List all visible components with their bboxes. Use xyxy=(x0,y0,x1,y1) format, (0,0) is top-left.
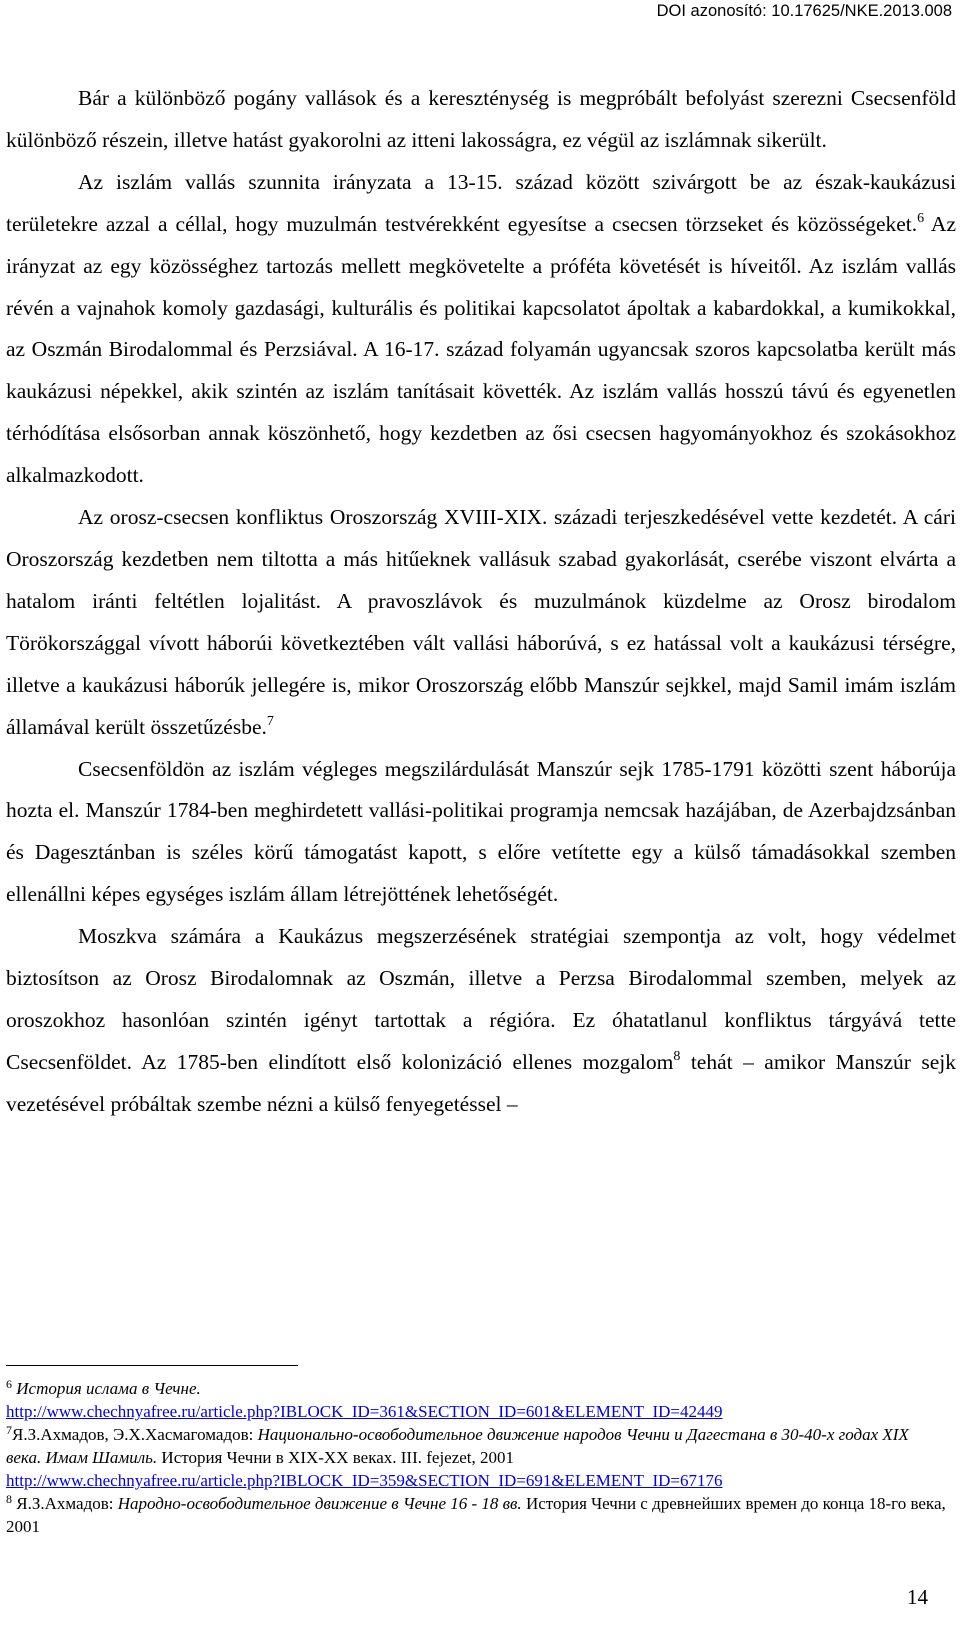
footnote-6: $^6$ История ислама в Чечне. http://www.chechnyafree.ru/article.php?IBLOCK_ID=361&SECTION_ID=601&ELEMENT_ID=42449 xyxy=(6,1377,723,1421)
footnote-6-link[interactable]: http://www.chechnyafree.ru/article.php?IBLOCK_ID=361&SECTION_ID=601&ELEMENT_ID=42449 xyxy=(6,1402,723,1421)
main-text xyxy=(6,78,956,1126)
footnote-ref-6[interactable]: 6 xyxy=(917,210,925,226)
paragraph-4: Csecsenföldön az iszlám végleges megszilárdulását Manszúr sejk 1785-1791 közötti szent háborúja hozta el. Manszúr 1784-ben meghirdetett vallási-politikai programja nemcsak hazájában, de Azerbajdzsánban és Dagesztánban is széles körű támogatást kapott, s előre vetítette egy a külső támadásokkal szemben ellenállni képes egységes iszlám állam létrejöttének lehetőségét. xyxy=(6,756,956,907)
footnote-ref-7[interactable]: 7 xyxy=(266,713,274,729)
footnote-8: $^8$ Я.З.Ахмадов: Народно-освободительное движение в Чечне 16 - 18 вв. История Чечни с древнейших времен до конца 18-го века, 2001 xyxy=(6,1492,946,1536)
footnote-separator xyxy=(6,1365,298,1366)
footnote-6-title: История ислама в Чечне. xyxy=(16,1379,201,1398)
paragraph-2: Az iszlám vallás szunnita irányzata a 13-15. század között szivárgott be az észak-kaukázusi területekre azzal a céllal, hogy muzulmán testvérekként egyesítse a csecsen törzseket és közösségeket.$^6$ Az irányzat az egy közösséghez tartozás mellett megkövetelte a próféta követését is híveitől. Az iszlám vallás révén a vajnahok komoly gazdasági, kulturális és politikai kapcsolatot ápoltak a kabardokkal, a kumikokkal, az Oszmán Birodalommal és Perzsiával. A 16-17. század folyamán ugyancsak szoros kapcsolatba került más kaukázusi népekkel, akik szintén az iszlám tanításait követték. Az iszlám vallás hosszú távú és egyenetlen térhódítása elsősorban annak köszönhető, hogy kezdetben az ősi csecsen hagyományokhoz és szokásokhoz alkalmazkodott. xyxy=(6,169,956,488)
paragraph-3: Az orosz-csecsen konfliktus Oroszország XVIII-XIX. századi terjeszkedésével vette kezdetét. A cári Oroszország kezdetben nem tiltotta a más hitűeknek vallásuk szabad gyakorlását, cserébe viszont elvárta a hatalom iránti feltétlen lojalitást. A pravoszlávok és muzulmánok küzdelme az Orosz birodalom Törökországgal vívott háborúi következtében vált vallási háborúvá, s ez hatással volt a kaukázusi térségre, illetve a kaukázusi háborúk jellegére is, mikor Oroszország előbb Manszúr sejkkel, majd Samil imám iszlám államával került összetűzésbe.$^7$ xyxy=(6,505,956,739)
footnotes xyxy=(6,1377,946,1538)
footnote-7-link[interactable]: http://www.chechnyafree.ru/article.php?IBLOCK_ID=359&SECTION_ID=691&ELEMENT_ID=67176 xyxy=(6,1471,723,1490)
footnote-ref-8[interactable]: 8 xyxy=(673,1048,681,1064)
paragraph-5: Moszkva számára a Kaukázus megszerzésének stratégiai szempontja az volt, hogy védelmet biztosítson az Orosz Birodalomnak az Oszmán, illetve a Perzsa Birodalommal szemben, melyek az oroszokhoz hasonlóan szintén igényt tartottak a régióra. Ez óhatatlanul konfliktus tárgyává tette Csecsenföldet. Az 1785-ben elindított első kolonizáció ellenes mozgalom$^8$ tehát – amikor Manszúr sejk vezetésével próbáltak szembe nézni a külső fenyegetéssel – xyxy=(6,924,956,1116)
doi-header: DOI azonosító: 10.17625/NKE.2013.008 xyxy=(656,2,952,20)
page-number: 14 xyxy=(907,1585,928,1609)
paragraph-1: Bár a különböző pogány vallások és a kereszténység is megpróbált befolyást szerezni Csecsenföld különböző részein, illetve hatást gyakorolni az itteni lakosságra, ez végül az iszlámnak sikerült. xyxy=(6,86,956,152)
footnote-7: $^7$Я.З.Ахмадов, Э.Х.Хасмагомадов: Национально-освободительное движение народов Чечни и Дагестана в 30-40-х годах XIX века. Имам Шамиль. История Чечни в XIX-XX веках. III. fejezet, 2001 http://www.chechnyafree.ru/article.php?IBLOCK_ID=359&SECTION_ID=691&ELEMENT_ID=67176 xyxy=(6,1423,909,1490)
